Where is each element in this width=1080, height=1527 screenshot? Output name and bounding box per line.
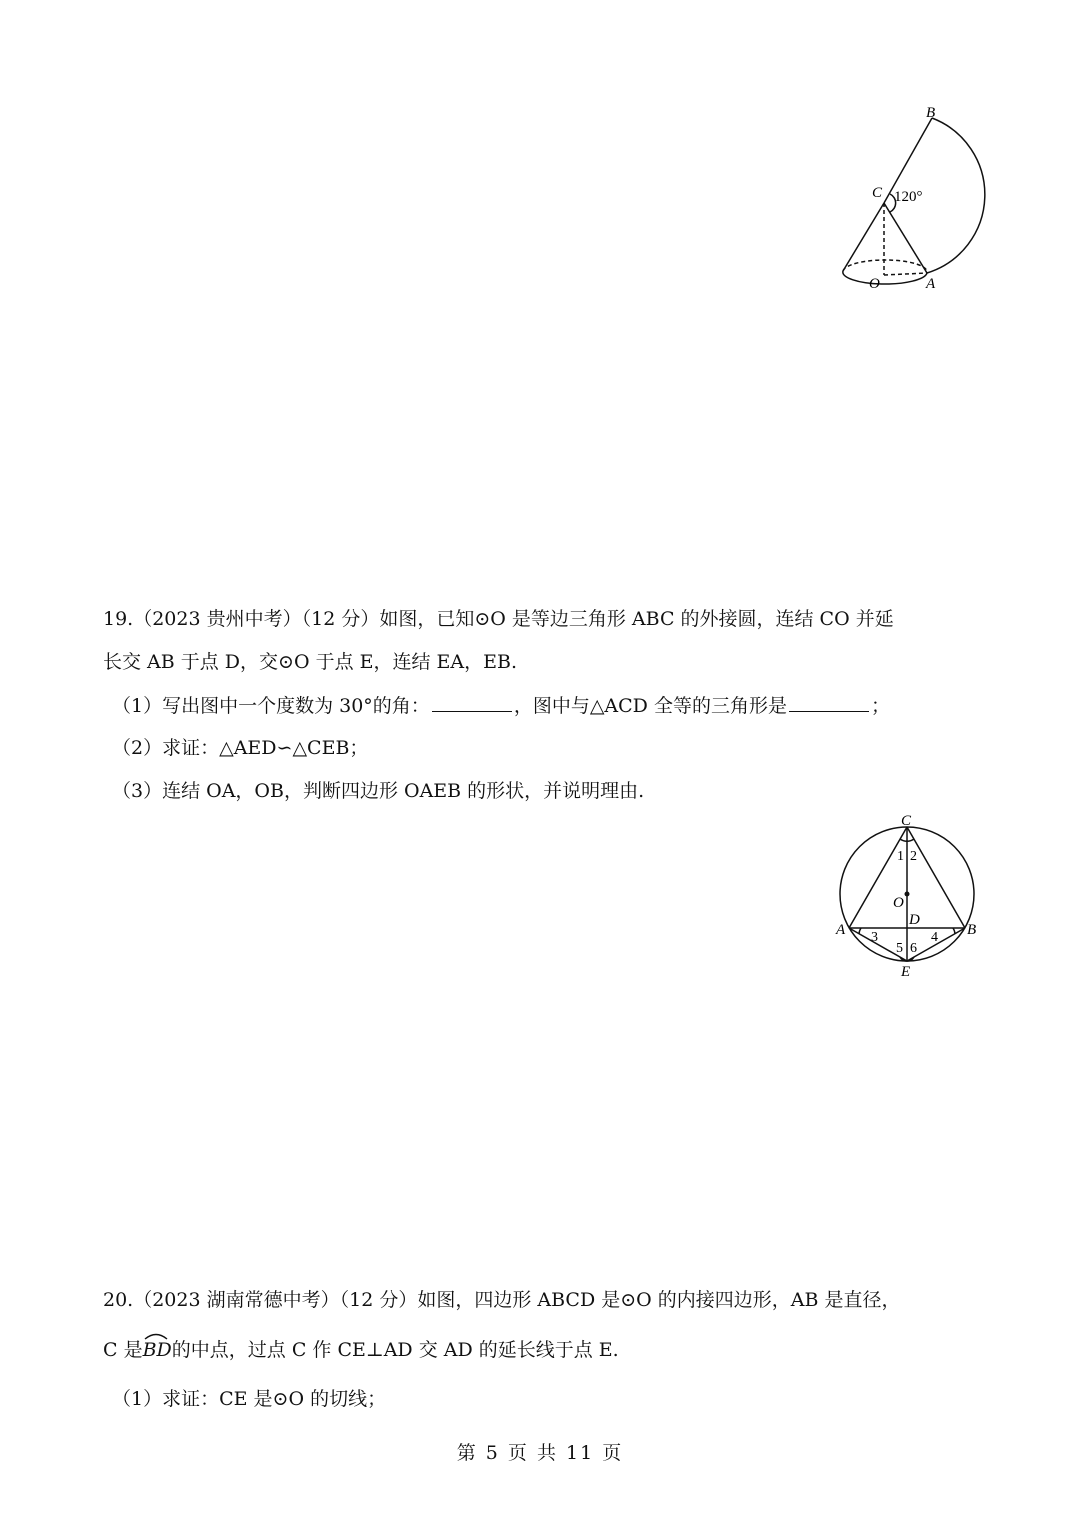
page-footer: 第 5 页 共 11 页	[456, 1442, 624, 1464]
label-d: D	[909, 912, 920, 928]
arc-bd	[143, 1338, 172, 1362]
label-6: 6	[910, 941, 917, 956]
base-back-arc	[843, 260, 927, 273]
q19-part1	[112, 693, 992, 718]
q20-line2	[103, 1338, 983, 1362]
label-c: C	[872, 185, 883, 201]
label-o: O	[893, 895, 904, 911]
q19-part1-text-b: ，图中与△ACD 全等的三角形是	[513, 695, 787, 717]
label-5: 5	[896, 941, 903, 956]
circle-triangle-figure	[830, 808, 990, 983]
angle-arc-a	[859, 928, 861, 934]
line-ca	[884, 203, 927, 273]
q19-part3: （3）连结 OA，OB，判断四边形 OAEB 的形状，并说明理由.	[112, 780, 645, 802]
label-b: B	[926, 105, 936, 121]
side-ca	[849, 827, 907, 928]
q19-line1: 19.（2023 贵州中考）（12 分）如图，已知⊙O 是等边三角形 ABC 的外接圆，连结 CO 并延	[103, 608, 894, 630]
q20-part1: （1）求证：CE 是⊙O 的切线；	[112, 1388, 387, 1410]
label-o: O	[869, 276, 880, 292]
arc-overline-icon	[143, 1332, 169, 1340]
label-c: C	[901, 813, 912, 829]
label-2: 2	[910, 849, 917, 864]
q19-part1-text-a: （1）写出图中一个度数为 30°的角：	[112, 695, 430, 717]
label-4: 4	[931, 930, 938, 945]
label-a: A	[926, 276, 936, 292]
arc-bd-label: BD	[142, 1339, 172, 1361]
q20-line1: 20.（2023 湖南常德中考）（12 分）如图，四边形 ABCD 是⊙O 的内接四边形，AB 是直径，	[103, 1289, 901, 1311]
radius-dashed	[884, 273, 927, 275]
label-b: B	[967, 922, 977, 938]
center-dot	[905, 892, 910, 897]
label-3: 3	[871, 930, 878, 945]
angle-arc-b	[953, 928, 955, 934]
sector-arc	[927, 118, 985, 273]
q20-line2-text-a: C 是	[103, 1339, 143, 1361]
cone-sector-figure	[820, 95, 1000, 305]
label-e: E	[901, 964, 911, 980]
answer-blank-1[interactable]	[432, 693, 512, 712]
answer-blank-2[interactable]	[789, 693, 869, 712]
label-1: 1	[897, 849, 904, 864]
q20-line2-text-b: 的中点，过点 C 作 CE⊥AD 交 AD 的延长线于点 E.	[171, 1339, 619, 1361]
q19-part1-text-c: ；	[870, 695, 890, 717]
label-a: A	[836, 922, 846, 938]
label-angle: 120°	[894, 189, 923, 205]
q19-part2: （2）求证：△AED∽△CEB；	[112, 737, 369, 759]
q19-line2: 长交 AB 于点 D，交⊙O 于点 E，连结 EA，EB.	[103, 651, 517, 673]
